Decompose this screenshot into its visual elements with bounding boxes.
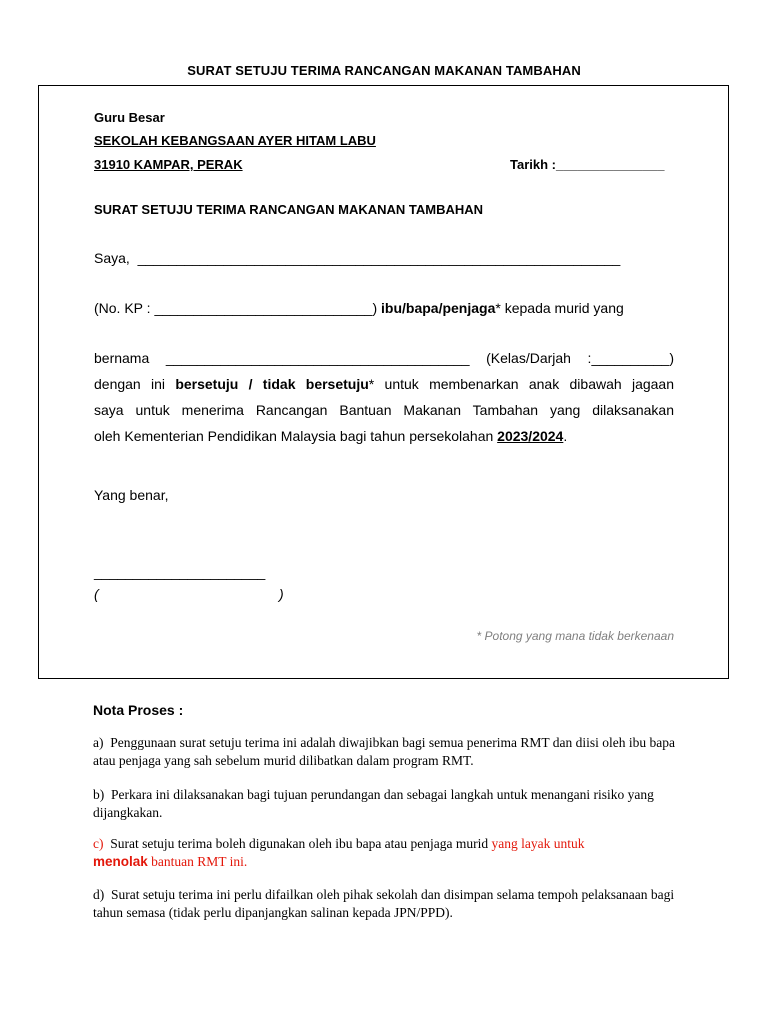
nota-heading: Nota Proses : xyxy=(93,702,184,718)
consent-options: bersetuju / tidak bersetuju xyxy=(175,376,369,392)
nota-item-a xyxy=(93,734,683,770)
consent-form-box xyxy=(38,85,729,679)
kelas-blank: __________ xyxy=(591,350,670,366)
saya-label: Saya, xyxy=(94,250,130,266)
signatory-name-close: ) xyxy=(279,586,284,602)
kelas-close: ) xyxy=(669,350,674,366)
signatory-name-open: ( xyxy=(94,586,99,602)
role-after-text: kepada murid yang xyxy=(500,300,624,316)
school-year: 2023/2024 xyxy=(497,428,564,444)
nota-c-label: c) xyxy=(93,836,104,851)
form-heading: SURAT SETUJU TERIMA RANCANGAN MAKANAN TAMBAHAN xyxy=(94,202,484,217)
ministry-line xyxy=(94,423,674,449)
nota-a-label: a) xyxy=(93,735,104,750)
program-line: saya untuk menerima Rancangan Bantuan Makanan Tambahan yang dilaksanakan xyxy=(94,402,674,418)
school-name: SEKOLAH KEBANGSAAN AYER HITAM LABU xyxy=(94,133,376,148)
nota-c-red-text: yang layak untuk xyxy=(491,836,585,851)
nota-item-c xyxy=(93,835,683,871)
kelas-label: (Kelas/Darjah : xyxy=(469,350,592,366)
nota-a-text: Penggunaan surat setuju terima ini adalah diwajibkan bagi semua penerima RMT dan diisi oleh ibu bapa atau penjaga yang sah sebelum murid dilibatkan dalam program RMT. xyxy=(93,735,675,768)
closing-text: Yang benar, xyxy=(94,487,169,503)
ic-line xyxy=(94,300,624,316)
footnote: * Potong yang mana tidak berkenaan xyxy=(476,629,674,643)
signature-line: ______________________ xyxy=(94,564,266,580)
nokp-blank: ____________________________ xyxy=(154,300,373,316)
document-title: SURAT SETUJU TERIMA RANCANGAN MAKANAN TAMBAHAN xyxy=(187,63,581,78)
bernama-line xyxy=(94,345,674,371)
consent-line xyxy=(94,371,674,397)
consent-paragraph xyxy=(94,345,674,449)
ministry-line-end: . xyxy=(563,428,568,444)
role-options: ibu/bapa/penjaga xyxy=(381,300,496,316)
nota-d-label: d) xyxy=(93,887,105,902)
parent-name-blank: ______________________________________________________________ xyxy=(137,250,621,266)
date-field xyxy=(510,157,664,172)
consent-line-end: * untuk membenarkan anak dibawah jagaan xyxy=(368,376,674,392)
school-address: 31910 KAMPAR, PERAK xyxy=(94,157,243,172)
date-label: Tarikh : xyxy=(510,157,556,172)
date-blank: _______________ xyxy=(556,157,665,172)
nota-c-text: Surat setuju terima boleh digunakan oleh ibu bapa atau penjaga murid xyxy=(110,836,492,851)
nota-c-menolak: menolak xyxy=(93,854,148,869)
nota-c-red-end: bantuan RMT ini. xyxy=(147,854,248,869)
role-asterisk: * xyxy=(495,300,501,316)
nota-d-text: Surat setuju terima ini perlu difailkan oleh pihak sekolah dan disimpan selama tempoh pelaksanaan bagi tahun semasa (tidak perlu dipanjangkan salinan kepada JPN/PPD). xyxy=(93,887,675,920)
nota-item-b xyxy=(93,786,683,822)
recipient-title: Guru Besar xyxy=(94,110,165,125)
nota-b-text: Perkara ini dilaksanakan bagi tujuan perundangan dan sebagai langkah untuk menangani risiko yang dijangkakan. xyxy=(93,787,654,820)
consent-line-start: dengan ini xyxy=(94,376,176,392)
student-name-blank: _______________________________________ xyxy=(165,350,470,366)
ministry-text: oleh Kementerian Pendidikan Malaysia bagi tahun persekolahan xyxy=(94,428,498,444)
nokp-label: (No. KP : xyxy=(94,300,155,316)
bernama-label: bernama xyxy=(94,350,166,366)
nokp-close: ) xyxy=(372,300,378,316)
nota-item-d xyxy=(93,886,683,922)
name-line xyxy=(94,250,620,266)
nota-b-label: b) xyxy=(93,787,105,802)
